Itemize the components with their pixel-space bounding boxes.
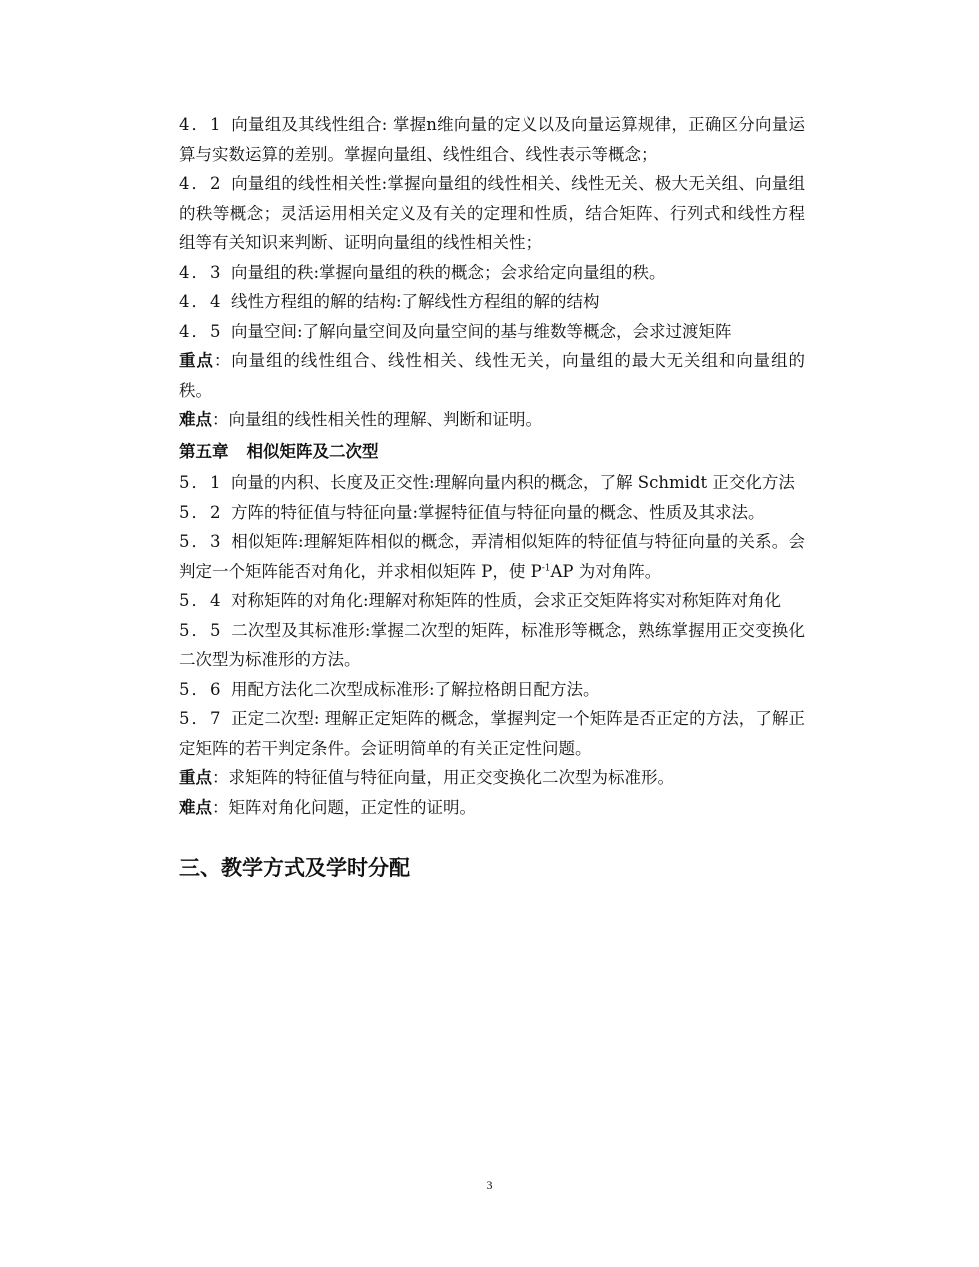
item-4-3 xyxy=(179,258,805,288)
item-5-2 xyxy=(179,498,805,528)
item-number: 5．1 xyxy=(179,473,223,492)
section-3-heading: 三、教学方式及学时分配 xyxy=(179,855,410,880)
difficult-points-text: ：矩阵对角化问题，正定性的证明。 xyxy=(212,797,476,817)
item-number: 4．1 xyxy=(179,115,223,134)
chapter-5-title xyxy=(179,437,805,467)
item-text: 相似矩阵:理解矩阵相似的概念，弄清相似矩阵的特征值与特征向量的关系。会判定一个矩阵能否对角化，并求相似矩阵 P，使 P xyxy=(179,532,805,581)
chapter-number: 第五章 xyxy=(179,441,229,461)
item-5-1 xyxy=(179,468,805,498)
difficult-points-label: 难点 xyxy=(179,410,212,429)
page-number: 3 xyxy=(486,1178,493,1192)
item-number: 5．6 xyxy=(179,679,223,699)
item-4-2 xyxy=(179,169,805,258)
item-number: 5．2 xyxy=(179,502,223,522)
key-points-ch5 xyxy=(179,763,805,793)
item-number: 5．5 xyxy=(179,620,223,640)
item-number: 4．5 xyxy=(179,321,223,341)
difficult-points-text: ：向量组的线性相关性的理解、判断和证明。 xyxy=(212,410,542,429)
item-4-4 xyxy=(179,287,805,317)
key-points-label: 重点 xyxy=(179,768,212,787)
item-text: 向量组的秩:掌握向量组的秩的概念；会求给定向量组的秩。 xyxy=(231,262,666,282)
item-5-6 xyxy=(179,675,805,705)
item-text: 向量组的线性相关性:掌握向量组的线性相关、线性无关、极大无关组、向量组的秩等概念；灵活运用相关定义及有关的定理和性质，结合矩阵、行列式和线性方程组等有关知识来判断、证明向量组的线性相关性； xyxy=(179,174,805,252)
item-text: 线性方程组的解的结构:了解线性方程组的解的结构 xyxy=(231,292,600,311)
chapter-name: 相似矩阵及二次型 xyxy=(246,441,379,461)
item-text: 向量组及其线性组合: 掌握n维向量的定义以及向量运算规律，正确区分向量运算与实数运算的差别。掌握向量组、线性组合、线性表示等概念； xyxy=(179,115,805,164)
item-text: 向量空间:了解向量空间及向量空间的基与维数等概念，会求过渡矩阵 xyxy=(231,321,732,341)
item-text: 对称矩阵的对角化:理解对称矩阵的性质，会求正交矩阵将实对称矩阵对角化 xyxy=(231,591,782,610)
item-text: 方阵的特征值与特征向量:掌握特征值与特征向量的概念、性质及其求法。 xyxy=(231,502,765,522)
difficult-points-ch4 xyxy=(179,405,805,435)
item-number: 4．3 xyxy=(179,262,223,282)
item-number: 5．4 xyxy=(179,591,223,610)
superscript: -1 xyxy=(541,563,551,573)
key-points-label: 重点 xyxy=(179,351,214,370)
item-4-1 xyxy=(179,110,805,169)
item-number: 5．3 xyxy=(179,532,223,551)
item-text: 向量的内积、长度及正交性:理解向量内积的概念，了解 Schmidt 正交化方法 xyxy=(231,473,795,492)
item-4-5 xyxy=(179,317,805,347)
item-5-3 xyxy=(179,527,805,586)
item-number: 5．7 xyxy=(179,709,223,728)
item-text: 二次型及其标准形:掌握二次型的矩阵，标准形等概念，熟练掌握用正交变换化二次型为标准形的方法。 xyxy=(179,620,805,669)
key-points-text: ：向量组的线性组合、线性相关、线性无关，向量组的最大无关组和向量组的秩。 xyxy=(179,351,806,400)
item-5-4 xyxy=(179,586,805,616)
difficult-points-label: 难点 xyxy=(179,797,212,817)
key-points-ch4 xyxy=(179,346,805,405)
item-text-after: AP 为对角阵。 xyxy=(550,561,662,581)
page-content xyxy=(179,110,805,884)
key-points-text: ：求矩阵的特征值与特征向量，用正交变换化二次型为标准形。 xyxy=(212,768,674,787)
item-number: 4．4 xyxy=(179,292,223,311)
item-number: 4．2 xyxy=(179,174,223,193)
item-5-5 xyxy=(179,616,805,675)
item-text: 用配方法化二次型成标准形:了解拉格朗日配方法。 xyxy=(231,679,600,699)
difficult-points-ch5 xyxy=(179,793,805,823)
item-text: 正定二次型: 理解正定矩阵的概念，掌握判定一个矩阵是否正定的方法，了解正定矩阵的若干判定条件。会证明简单的有关正定性问题。 xyxy=(179,709,805,758)
item-5-7 xyxy=(179,704,805,763)
